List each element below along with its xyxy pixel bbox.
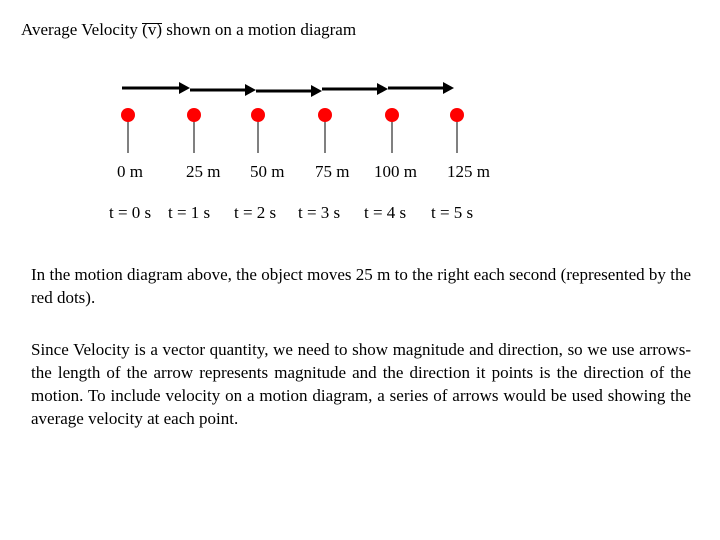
position-label: 25 m	[186, 162, 221, 181]
position-label: 0 m	[117, 162, 143, 181]
position-dot	[187, 108, 201, 153]
time-label: t = 4 s	[364, 203, 407, 222]
velocity-arrows	[122, 82, 454, 97]
title-text-before: Average Velocity	[21, 20, 143, 39]
position-label: 50 m	[250, 162, 285, 181]
time-label: t = 2 s	[234, 203, 277, 222]
time-label: t = 3 s	[298, 203, 341, 222]
velocity-arrow	[388, 82, 454, 94]
velocity-arrow	[190, 84, 256, 96]
position-dot	[318, 108, 332, 153]
position-dot	[450, 108, 464, 153]
position-dots	[121, 108, 464, 153]
time-label: t = 0 s	[109, 203, 152, 222]
explanation-paragraph-2: Since Velocity is a vector quantity, we need to show magnitude and direction, so we use arrows-the length of the arrow represents magnitude and the direction it points is the direction of the motion. To include velocity on a motion diagram, a series of arrows would be used showing the average velocity at each point.	[31, 340, 691, 428]
position-dot	[385, 108, 399, 153]
time-label: t = 1 s	[168, 203, 211, 222]
velocity-arrow	[122, 82, 190, 94]
velocity-arrow	[256, 85, 322, 97]
explanation-paragraph-1: In the motion diagram above, the object moves 25 m to the right each second (represented by the red dots).	[31, 265, 691, 307]
position-dot	[121, 108, 135, 153]
position-label: 75 m	[315, 162, 350, 181]
position-dot	[251, 108, 265, 153]
time-label: t = 5 s	[431, 203, 474, 222]
velocity-arrow	[322, 83, 388, 95]
title-text-after: shown on a motion diagram	[162, 20, 357, 39]
position-label: 125 m	[447, 162, 490, 181]
velocity-symbol: (v)	[142, 20, 162, 39]
position-label: 100 m	[374, 162, 417, 181]
